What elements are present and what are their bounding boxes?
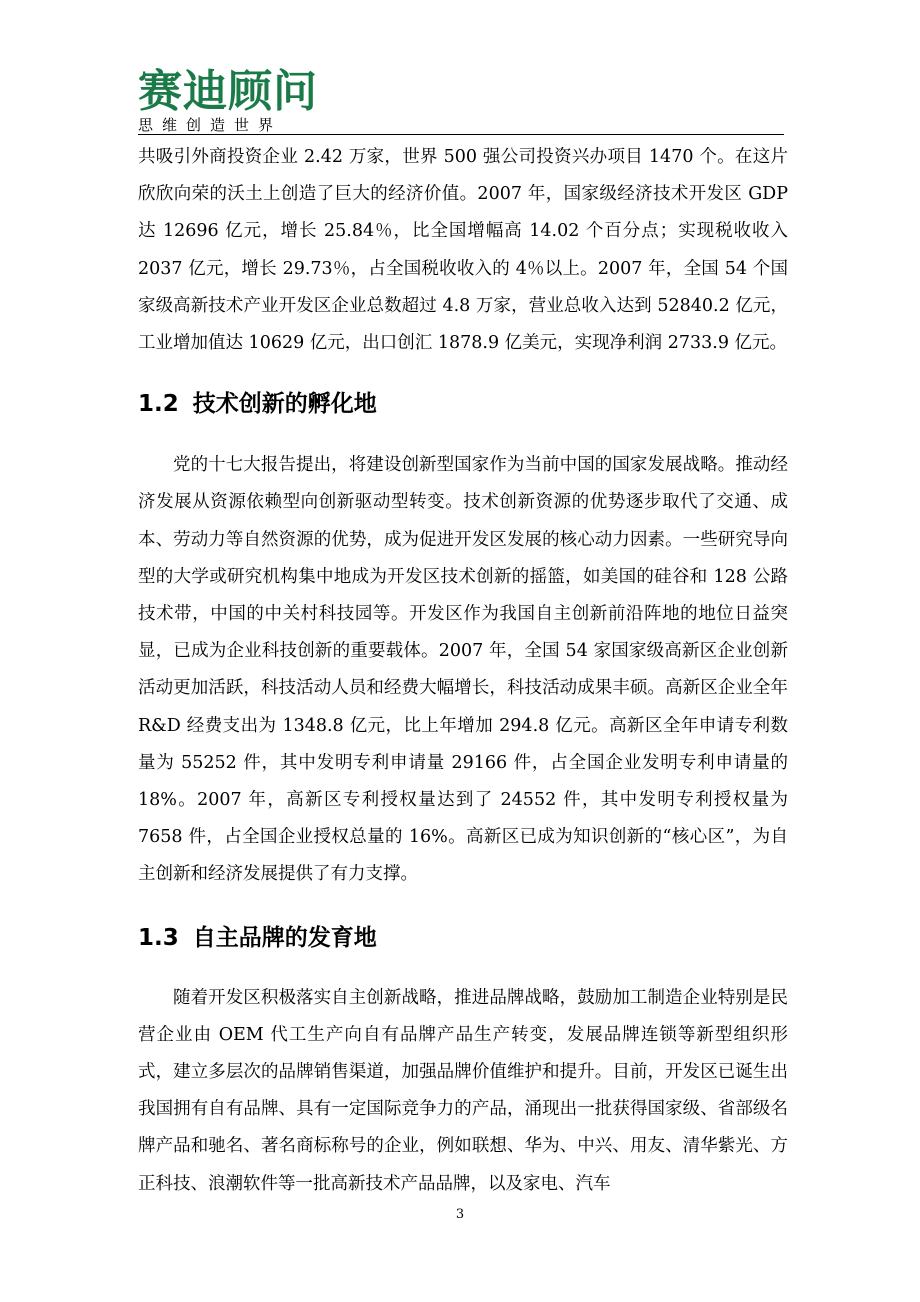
section-title: 技术创新的孵化地	[192, 391, 377, 418]
section-1-2-paragraph: 党的十七大报告提出，将建设创新型国家作为当前中国的国家发展战略。推动经济发展从资源依赖型向创新驱动型转变。技术创新资源的优势逐步取代了交通、成本、劳动力等自然资源的优势，成为促进开发区发展的核心动力因素。一些研究导向型的大学或研究机构集中地成为开发区技术创新的摇篮，如美国的硅谷和 128 公路技术带，中国的中关村科技园等。开发区作为我国自主创新前沿阵地的地位日益突显，已成为企业科技创新的重要载体。2007 年，全国 54 家国家级高新区企业创新活动更加活跃，科技活动人员和经费大幅增长，科技活动成果丰硕。高新区企业全年 R&D 经费支出为 1348.8 亿元，比上年增加 294.8 亿元。高新区全年申请专利数量为 55252 件，其中发明专利申请量 29166 件，占全国企业发明专利申请量的 18%。2007 年，高新区专利授权量达到了 24552 件，其中发明专利授权量为 7658 件，占全国企业授权总量的 16%。高新区已成为知识创新的“核心区”，为自主创新和经济发展提供了有力支撑。	[138, 455, 788, 885]
logo-title: 赛迪顾问	[138, 66, 318, 117]
section-1-3-paragraph: 随着开发区积极落实自主创新战略，推进品牌战略，鼓励加工制造企业特别是民营企业由 OEM 代工生产向自有品牌产品生产转变，发展品牌连锁等新型组织形式，建立多层次的品牌销售渠道，加强品牌价值维护和提升。目前，开发区已诞生出我国拥有自有品牌、具有一定国际竞争力的产品，涌现出一批获得国家级、省部级名牌产品和驰名、著名商标称号的企业，例如联想、华为、中兴、用友、清华紫光、方正科技、浪潮软件等一批高新技术产品品牌，以及家电、汽车	[138, 987, 788, 1194]
section-number: 1.2	[138, 391, 179, 418]
section-title: 自主品牌的发育地	[192, 924, 377, 951]
intro-paragraph: 共吸引外商投资企业 2.42 万家，世界 500 强公司投资兴办项目 1470 个。在这片欣欣向荣的沃土上创造了巨大的经济价值。2007 年，国家级经济技术开发区 GDP 达 12696 亿元，增长 25.84％，比全国增幅高 14.02 个百分点；实现税收收入 2037 亿元，增长 29.73％，占全国税收收入的 4％以上。2007 年，全国 54 个国家级高新技术产业开发区企业总数超过 4.8 万家，营业总收入达到 52840.2 亿元，工业增加值达 10629 亿元，出口创汇 1878.9 亿美元，实现净利润 2733.9 亿元。	[138, 147, 788, 354]
section-heading-1-3	[138, 923, 788, 953]
section-number: 1.3	[138, 924, 179, 951]
logo	[138, 68, 318, 134]
section-heading-1-2	[138, 389, 788, 419]
document-body	[138, 139, 788, 1203]
logo-slogan: 思维创造世界	[138, 116, 283, 134]
header-divider	[138, 134, 784, 135]
page-number: 3	[455, 1207, 465, 1222]
